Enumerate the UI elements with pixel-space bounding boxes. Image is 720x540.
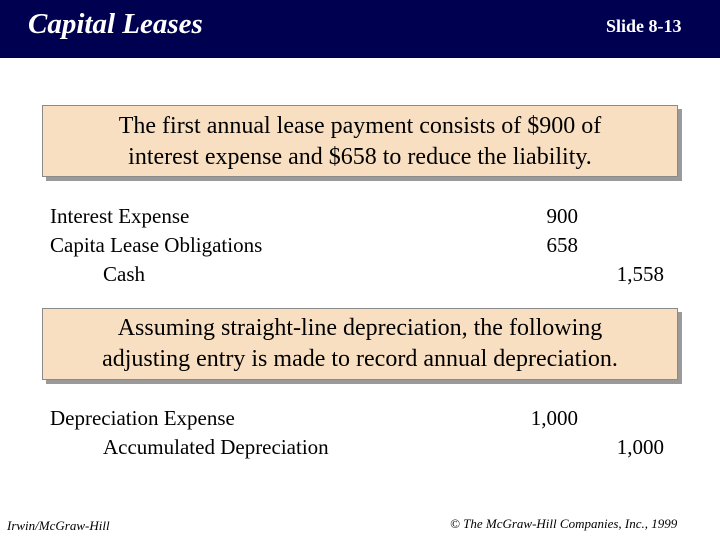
slide-title: Capital Leases [28,8,203,40]
footer-publisher: Irwin/McGraw-Hill [7,518,110,533]
callout-box-depreciation [42,308,678,380]
callout-box-lease-payment [42,105,678,177]
footer-copyright: © The McGraw-Hill Companies, Inc., 1999 [450,516,678,531]
entry2-debit-depreciation-expense: 1,000 [530,406,578,430]
entry1-account-cash: Cash [103,262,145,286]
callout-line: adjusting entry is made to record annual depreciation. [102,346,618,372]
entry1-account-lease-obligations: Capita Lease Obligations [50,233,263,257]
entry1-debit-lease-obligations: 658 [546,233,578,257]
entry1-account-interest-expense: Interest Expense [50,204,190,228]
callout-line: The first annual lease payment consists of $900 of [118,113,602,139]
entry2-account-accumulated-depreciation: Accumulated Depreciation [103,435,329,459]
slide-header [0,0,720,58]
entry2-credit-accumulated-depreciation: 1,000 [616,435,664,459]
entry2-account-depreciation-expense: Depreciation Expense [50,406,235,430]
callout-line: Assuming straight-line depreciation, the following [117,315,603,341]
slide-number: Slide 8-13 [606,16,682,36]
callout-line: interest expense and $658 to reduce the liability. [128,144,592,170]
entry1-credit-cash: 1,558 [616,262,664,286]
entry1-debit-interest-expense: 900 [546,204,578,228]
